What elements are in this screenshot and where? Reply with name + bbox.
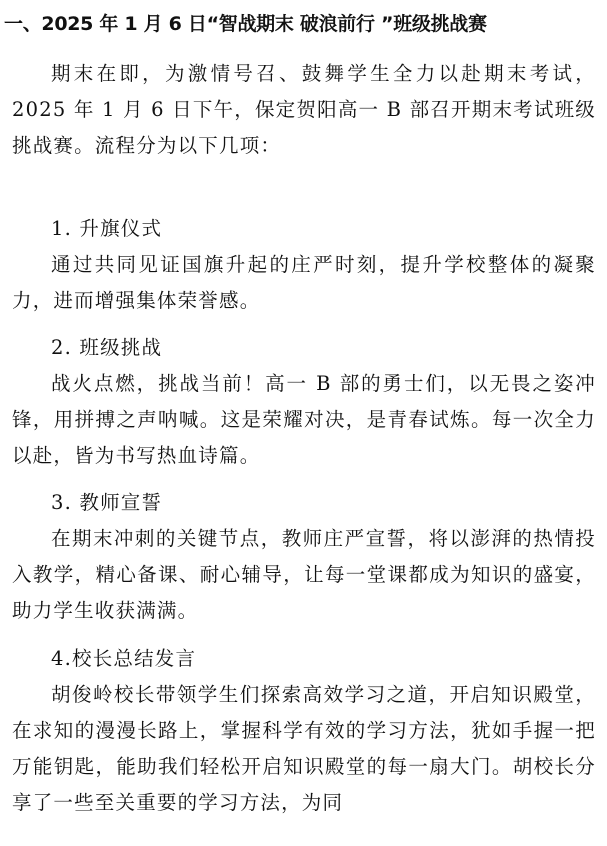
heading-flag-raising: 1. 升旗仪式 — [51, 217, 163, 240]
paragraph-class-challenge: 战火点燃，挑战当前！高一 B 部的勇士们，以无畏之姿冲锋，用拼搏之声呐喊。这是荣耀对决，是青春试炼。每一次全力以赴，皆为书写热血诗篇。 — [12, 372, 596, 467]
paragraph-flag-raising: 通过共同见证国旗升起的庄严时刻，提升学校整体的凝聚力，进而增强集体荣誉感。 — [12, 253, 596, 312]
heading-principal-speech: 4.校长总结发言 — [51, 647, 197, 670]
heading-teacher-oath: 3. 教师宣誓 — [51, 491, 163, 514]
section-title: 一、2025 年 1 月 6 日“智战期末 破浪前行 ”班级挑战赛 — [4, 13, 487, 35]
heading-class-challenge: 2. 班级挑战 — [51, 336, 163, 359]
paragraph-principal-speech: 胡俊岭校长带领学生们探索高效学习之道，开启知识殿堂，在求知的漫漫长路上，掌握科学有效的学习方法，犹如手握一把万能钥匙，能助我们轻松开启知识殿堂的每一扇大门。胡校长分享了一些至关重要的学习方法，为同 — [12, 683, 596, 814]
intro-paragraph: 期末在即，为激情号召、鼓舞学生全力以赴期末考试，2025 年 1 月 6 日下午，保定贺阳高一 B 部召开期末考试班级挑战赛。流程分为以下几项： — [12, 62, 596, 157]
paragraph-teacher-oath: 在期末冲刺的关键节点，教师庄严宣誓，将以澎湃的热情投入教学，精心备课、耐心辅导，让每一堂课都成为知识的盛宴，助力学生收获满满。 — [12, 527, 596, 622]
